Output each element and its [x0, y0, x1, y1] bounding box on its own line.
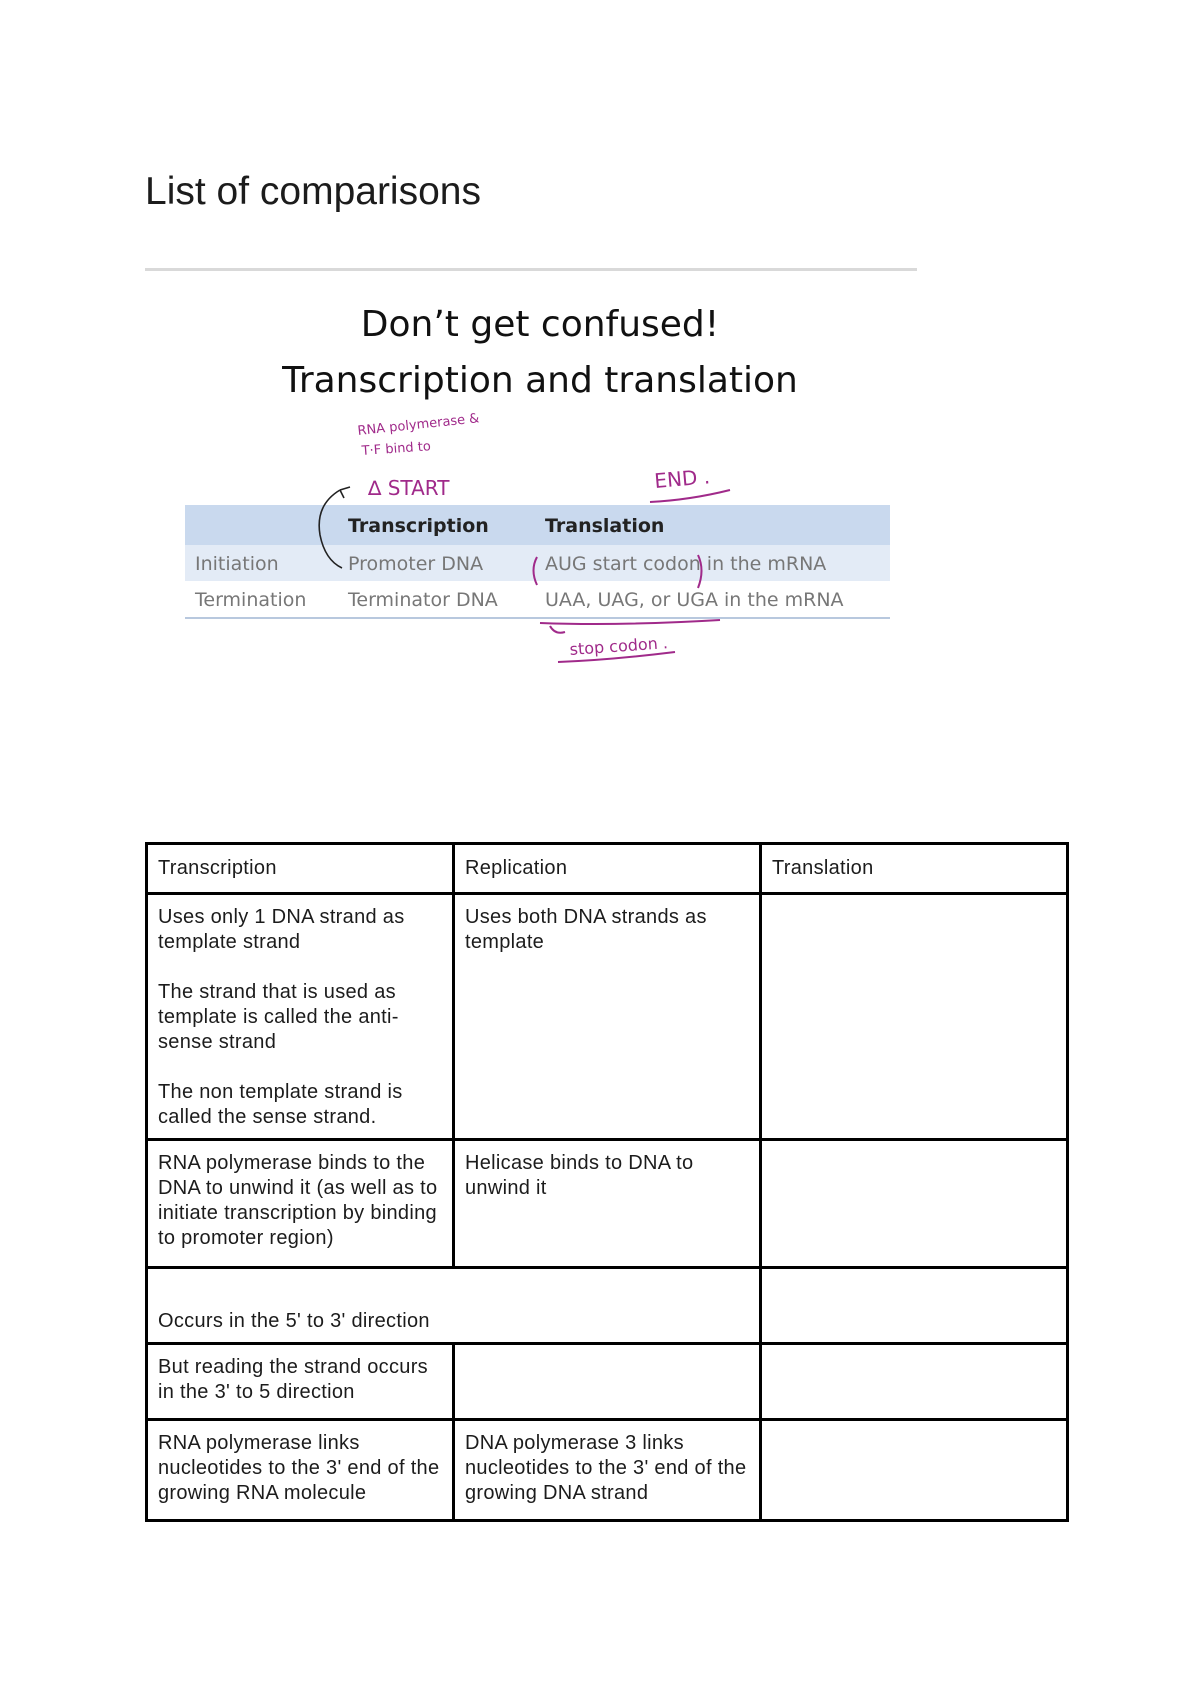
header-translation: Translation — [761, 844, 1068, 894]
handwritten-start: ∆ START — [368, 476, 450, 500]
slide-table-cell: Termination — [195, 589, 307, 611]
bracket-right — [698, 555, 702, 588]
cell-paragraph: Uses only 1 DNA strand as template strand — [158, 906, 405, 953]
table-cell — [761, 894, 1068, 1140]
table-cell — [761, 1140, 1068, 1268]
handwritten-stop-codon: stop codon . — [568, 633, 669, 659]
slide-table-cell: Promoter DNA — [348, 553, 484, 575]
table-cell: Uses both DNA strands as template — [454, 894, 761, 1140]
table-cell: But reading the strand occurs in the 3' to 5 direction — [147, 1344, 454, 1420]
table-cell — [761, 1344, 1068, 1420]
handwritten-note-line2: T·F bind to — [361, 439, 432, 459]
table-row — [147, 1420, 1068, 1521]
handwritten-annotations — [180, 290, 900, 680]
table-cell: RNA polymerase binds to the DNA to unwind it (as well as to initiate transcription by binding to promoter region) — [147, 1140, 454, 1268]
slide-table-cell: UAA, UAG, or UGA in the mRNA — [545, 589, 844, 611]
page-title: List of comparisons — [145, 170, 481, 213]
arrow-head-icon — [340, 487, 350, 498]
stop-arrow — [550, 626, 565, 633]
cell-paragraph: The strand that is used as template is called the anti-sense strand — [158, 981, 399, 1053]
header-transcription: Transcription — [147, 844, 454, 894]
embedded-slide-image — [180, 290, 900, 680]
handwritten-note-line1: RNA polymerase & — [356, 411, 481, 439]
handwritten-end: END . — [653, 464, 711, 493]
slide-table-cell: Initiation — [195, 553, 279, 575]
table-cell: RNA polymerase links nucleotides to the 3' end of the growing RNA molecule — [147, 1420, 454, 1521]
table-row — [147, 1268, 1068, 1344]
table-cell — [761, 1268, 1068, 1344]
slide-table-cell: AUG start codon in the mRNA — [545, 553, 827, 575]
horizontal-rule — [145, 268, 917, 271]
table-row — [147, 1344, 1068, 1420]
slide-table-header-cell: Transcription — [348, 515, 489, 537]
header-replication: Replication — [454, 844, 761, 894]
slide-table-header-cell: Translation — [545, 515, 665, 537]
table-row — [147, 1140, 1068, 1268]
table-row — [147, 894, 1068, 1140]
table-cell-merged: Occurs in the 5' to 3' direction — [147, 1268, 761, 1344]
table-cell: DNA polymerase 3 links nucleotides to the 3' end of the growing DNA strand — [454, 1420, 761, 1521]
slide-title-line1: Don’t get confused! — [360, 304, 720, 345]
slide-title-line2: Transcription and translation — [282, 360, 798, 401]
stop-underline — [540, 620, 720, 624]
cell-paragraph: The non template strand is called the sense strand. — [158, 1081, 403, 1128]
comparison-table — [145, 842, 1069, 1522]
table-cell — [454, 1344, 761, 1420]
table-cell — [761, 1420, 1068, 1521]
curved-arrow — [319, 490, 342, 568]
bracket-left — [534, 557, 538, 585]
slide-table-cell: Terminator DNA — [348, 589, 498, 611]
table-cell — [147, 894, 454, 1140]
table-cell: Helicase binds to DNA to unwind it — [454, 1140, 761, 1268]
table-header-row — [147, 844, 1068, 894]
